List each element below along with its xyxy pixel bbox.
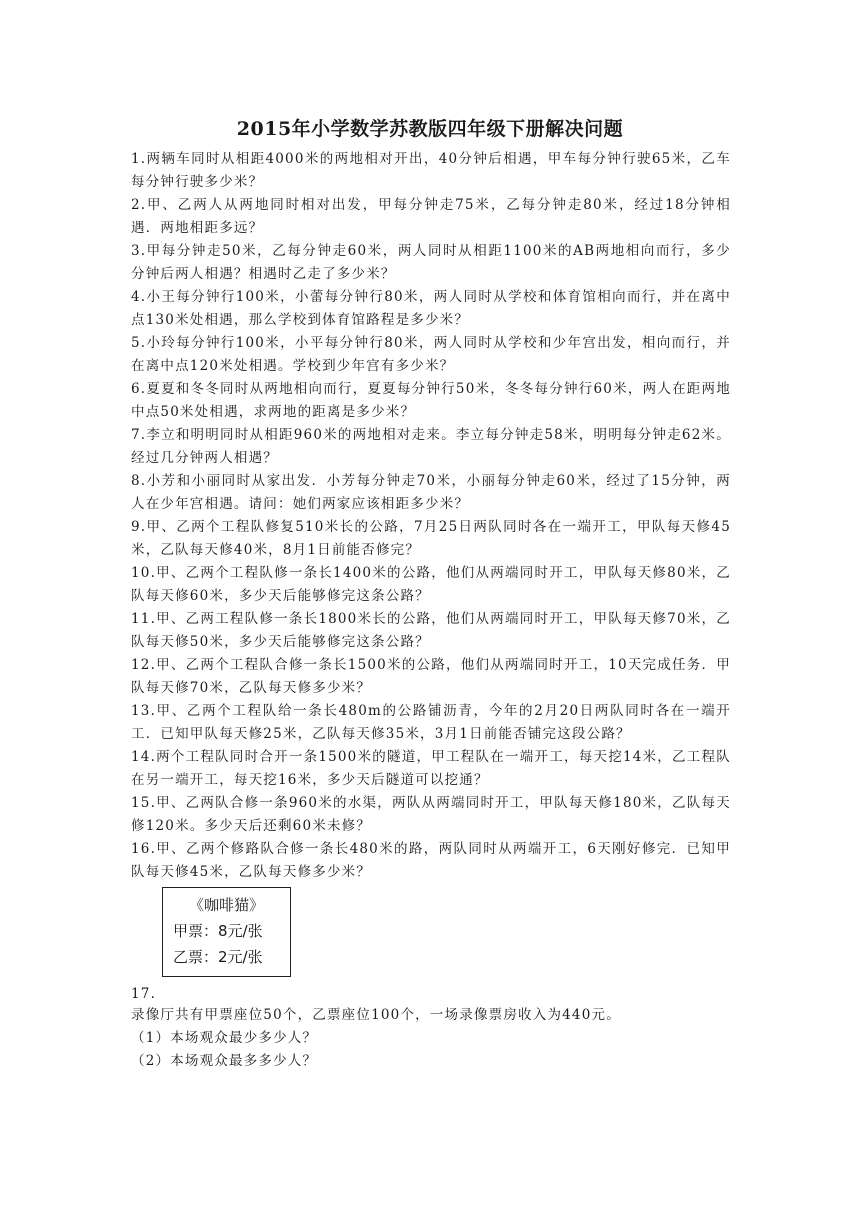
question-12: 12.甲、乙两个工程队合修一条长1500米的公路，他们从两端同时开工，10天完成任务．甲队每天修70米，乙队每天修多少米？: [131, 657, 731, 696]
question-17-figure: [131, 884, 731, 1008]
question-8: 8.小芳和小丽同时从家出发．小芳每分钟走70米，小丽每分钟走60米，经过了15分钟，两人在少年宫相遇。请问：她们两家应该相距多少米？: [131, 473, 731, 512]
question-17-sub-1: （1）本场观众最少多少人？: [131, 1030, 318, 1046]
ticket-price-yi: 乙票：2元/张: [173, 948, 263, 966]
question-7: 7.李立和明明同时从相距960米的两地相对走来。李立每分钟走58米，明明每分钟走62米。经过几分钟两人相遇？: [131, 427, 731, 466]
question-13: 13.甲、乙两个工程队给一条长480m的公路铺沥青，今年的2月20日两队同时各在一端开工．已知甲队每天修25米，乙队每天修35米，3月1日前能否铺完这段公路？: [131, 703, 731, 742]
question-17-sub-2: （2）本场观众最多多少人？: [131, 1053, 318, 1069]
questions-body: [131, 148, 731, 1073]
question-3: 3.甲每分钟走50米，乙每分钟走60米，两人同时从相距1100米的AB两地相向而行，多少分钟后两人相遇？相遇时乙走了多少米？: [131, 243, 731, 282]
ticket-price-box: [162, 887, 291, 977]
question-5: 5.小玲每分钟行100米，小平每分钟行80米，两人同时从学校和少年宫出发，相向而行，并在离中点120米处相遇。学校到少年宫有多少米？: [131, 335, 731, 374]
page-title: 2015年小学数学苏教版四年级下册解决问题: [236, 118, 624, 140]
question-10: 10.甲、乙两个工程队修一条长1400米的公路，他们从两端同时开工，甲队每天修80米，乙队每天修60米，多少天后能够修完这条公路？: [131, 565, 731, 604]
question-2: 2.甲、乙两人从两地同时相对出发，甲每分钟走75米，乙每分钟走80米，经过18分钟相遇．两地相距多远？: [131, 197, 731, 236]
question-1: 1.两辆车同时从相距4000米的两地相对开出，40分钟后相遇，甲车每分钟行驶65米，乙车每分钟行驶多少米？: [131, 151, 731, 190]
question-9: 9.甲、乙两个工程队修复510米长的公路，7月25日两队同时各在一端开工，甲队每天修45米，乙队每天修40米，8月1日前能否修完？: [131, 519, 731, 558]
question-11: 11.甲、乙两工程队修一条长1800米长的公路，他们从两端同时开工，甲队每天修70米，乙队每天修50米，多少天后能够修完这条公路？: [131, 611, 731, 650]
question-17-text: 录像厅共有甲票座位50个，乙票座位100个，一场录像票房收入为440元。: [131, 1007, 621, 1023]
ticket-price-jia: 甲票：8元/张: [173, 922, 263, 940]
ticket-title: 《咖啡猫》: [188, 896, 264, 914]
question-4: 4.小王每分钟行100米，小蕾每分钟行80米，两人同时从学校和体育馆相向而行，并在离中点130米处相遇，那么学校到体育馆路程是多少米？: [131, 289, 731, 328]
question-16: 16.甲、乙两个修路队合修一条长480米的路，两队同时从两端开工，6天刚好修完．已知甲队每天修45米，乙队每天修多少米？: [131, 841, 731, 880]
question-15: 15.甲、乙两队合修一条960米的水渠，两队从两端同时开工，甲队每天修180米，乙队每天修120米。多少天后还剩60米未修？: [131, 795, 731, 834]
question-14: 14.两个工程队同时合开一条1500米的隧道，甲工程队在一端开工，每天挖14米，乙工程队在另一端开工，每天挖16米，多少天后隧道可以挖通？: [131, 749, 731, 788]
question-6: 6.夏夏和冬冬同时从两地相向而行，夏夏每分钟行50米，冬冬每分钟行60米，两人在距两地中点50米处相遇，求两地的距离是多少米？: [131, 381, 731, 420]
question-17-number: 17.: [131, 986, 157, 1002]
